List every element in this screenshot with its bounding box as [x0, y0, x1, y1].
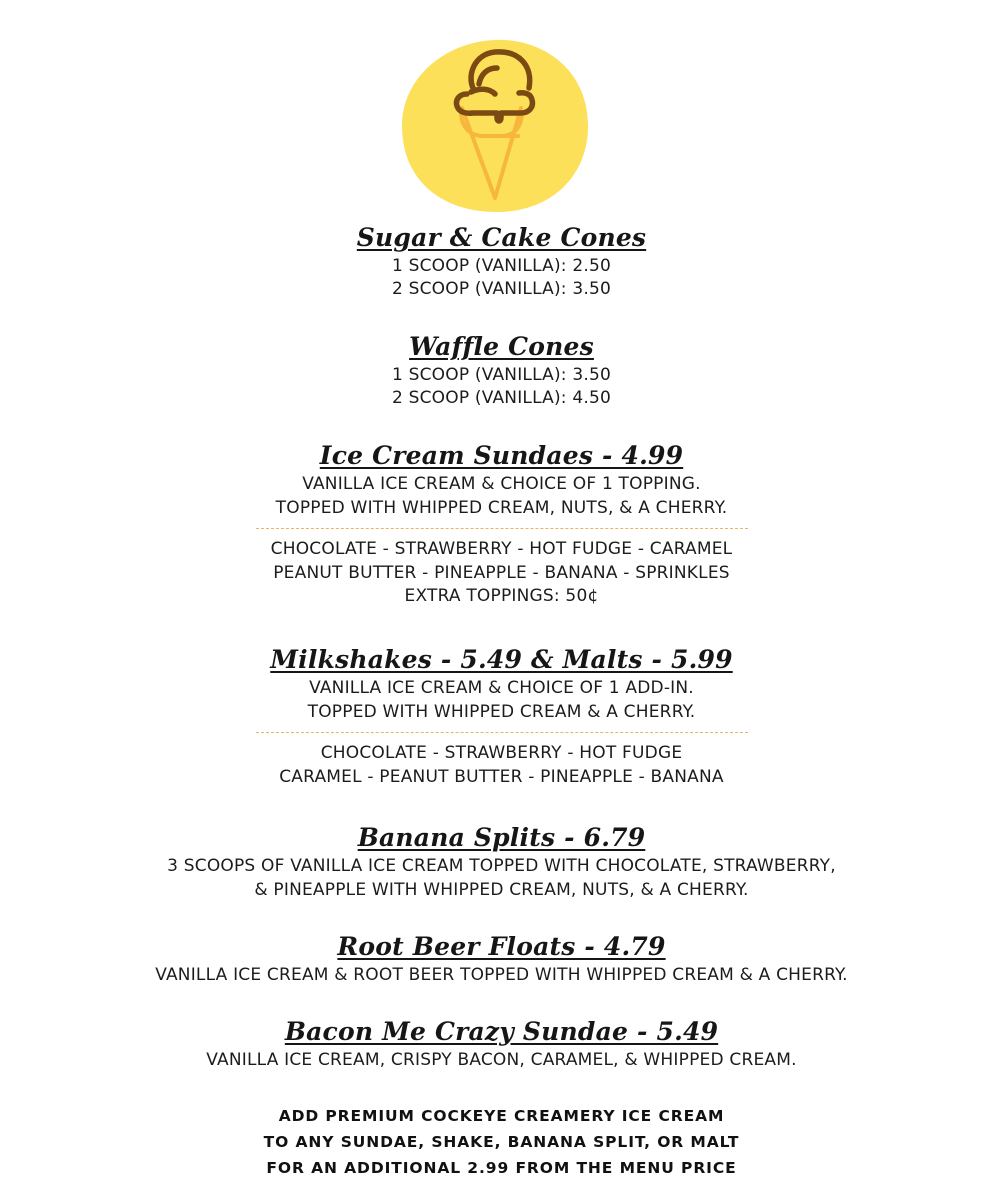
note-line: TO ANY SUNDAE, SHAKE, BANANA SPLIT, OR MALT: [263, 1133, 740, 1151]
description-line: TOPPED WITH WHIPPED CREAM & A CHERRY.: [307, 701, 696, 722]
dashed-divider: [256, 528, 748, 529]
extra-toppings-line: EXTRA TOPPINGS: 50¢: [404, 586, 599, 606]
section-bacon-me-crazy-sundae: [0, 1017, 1003, 1073]
section-title: Ice Cream Sundaes - 4.99: [319, 441, 684, 470]
add-in-options-line: CARAMEL - PEANUT BUTTER - PINEAPPLE - BANANA: [279, 766, 724, 787]
section-sugar-cake-cones: [0, 223, 1003, 301]
description-line: TOPPED WITH WHIPPED CREAM, NUTS, & A CHERRY.: [275, 497, 728, 518]
price-line: 1 SCOOP (VANILLA): 2.50: [391, 256, 611, 276]
section-title: Sugar & Cake Cones: [356, 223, 647, 252]
price-line: 2 SCOOP (VANILLA): 3.50: [391, 279, 611, 299]
section-title: Milkshakes - 5.49 & Malts - 5.99: [270, 645, 733, 674]
section-waffle-cones: [0, 332, 1003, 410]
description-line: & PINEAPPLE WITH WHIPPED CREAM, NUTS, & A CHERRY.: [254, 879, 749, 900]
note-line: ADD PREMIUM COCKEYE CREAMERY ICE CREAM: [278, 1107, 725, 1125]
section-banana-splits: [0, 823, 1003, 902]
add-in-options-line: CHOCOLATE - STRAWBERRY - HOT FUDGE: [320, 743, 683, 763]
price-line: 1 SCOOP (VANILLA): 3.50: [391, 365, 611, 385]
dashed-divider: [256, 732, 748, 733]
section-ice-cream-sundaes: [0, 441, 1003, 609]
description-line: VANILLA ICE CREAM & ROOT BEER TOPPED WITH WHIPPED CREAM & A CHERRY.: [155, 965, 848, 985]
premium-ice-cream-note: [0, 1103, 1003, 1181]
description-line: VANILLA ICE CREAM & CHOICE OF 1 TOPPING.: [302, 474, 701, 494]
note-line: FOR AN ADDITIONAL 2.99 FROM THE MENU PRICE: [266, 1159, 737, 1177]
section-title: Root Beer Floats - 4.79: [337, 932, 666, 961]
description-line: VANILLA ICE CREAM, CRISPY BACON, CARAMEL, & WHIPPED CREAM.: [206, 1050, 797, 1070]
ice-cream-cone-icon: [401, 36, 589, 214]
price-line: 2 SCOOP (VANILLA): 4.50: [391, 388, 611, 408]
section-title: Bacon Me Crazy Sundae - 5.49: [284, 1017, 719, 1046]
section-milkshakes-malts: [0, 645, 1003, 789]
section-title: Banana Splits - 6.79: [357, 823, 646, 852]
description-line: 3 SCOOPS OF VANILLA ICE CREAM TOPPED WITH CHOCOLATE, STRAWBERRY,: [167, 856, 836, 876]
section-root-beer-floats: [0, 932, 1003, 988]
topping-options-line: CHOCOLATE - STRAWBERRY - HOT FUDGE - CARAMEL: [270, 539, 733, 559]
topping-options-line: PEANUT BUTTER - PINEAPPLE - BANANA - SPRINKLES: [273, 562, 730, 583]
section-title: Waffle Cones: [409, 332, 594, 361]
description-line: VANILLA ICE CREAM & CHOICE OF 1 ADD-IN.: [309, 678, 694, 698]
